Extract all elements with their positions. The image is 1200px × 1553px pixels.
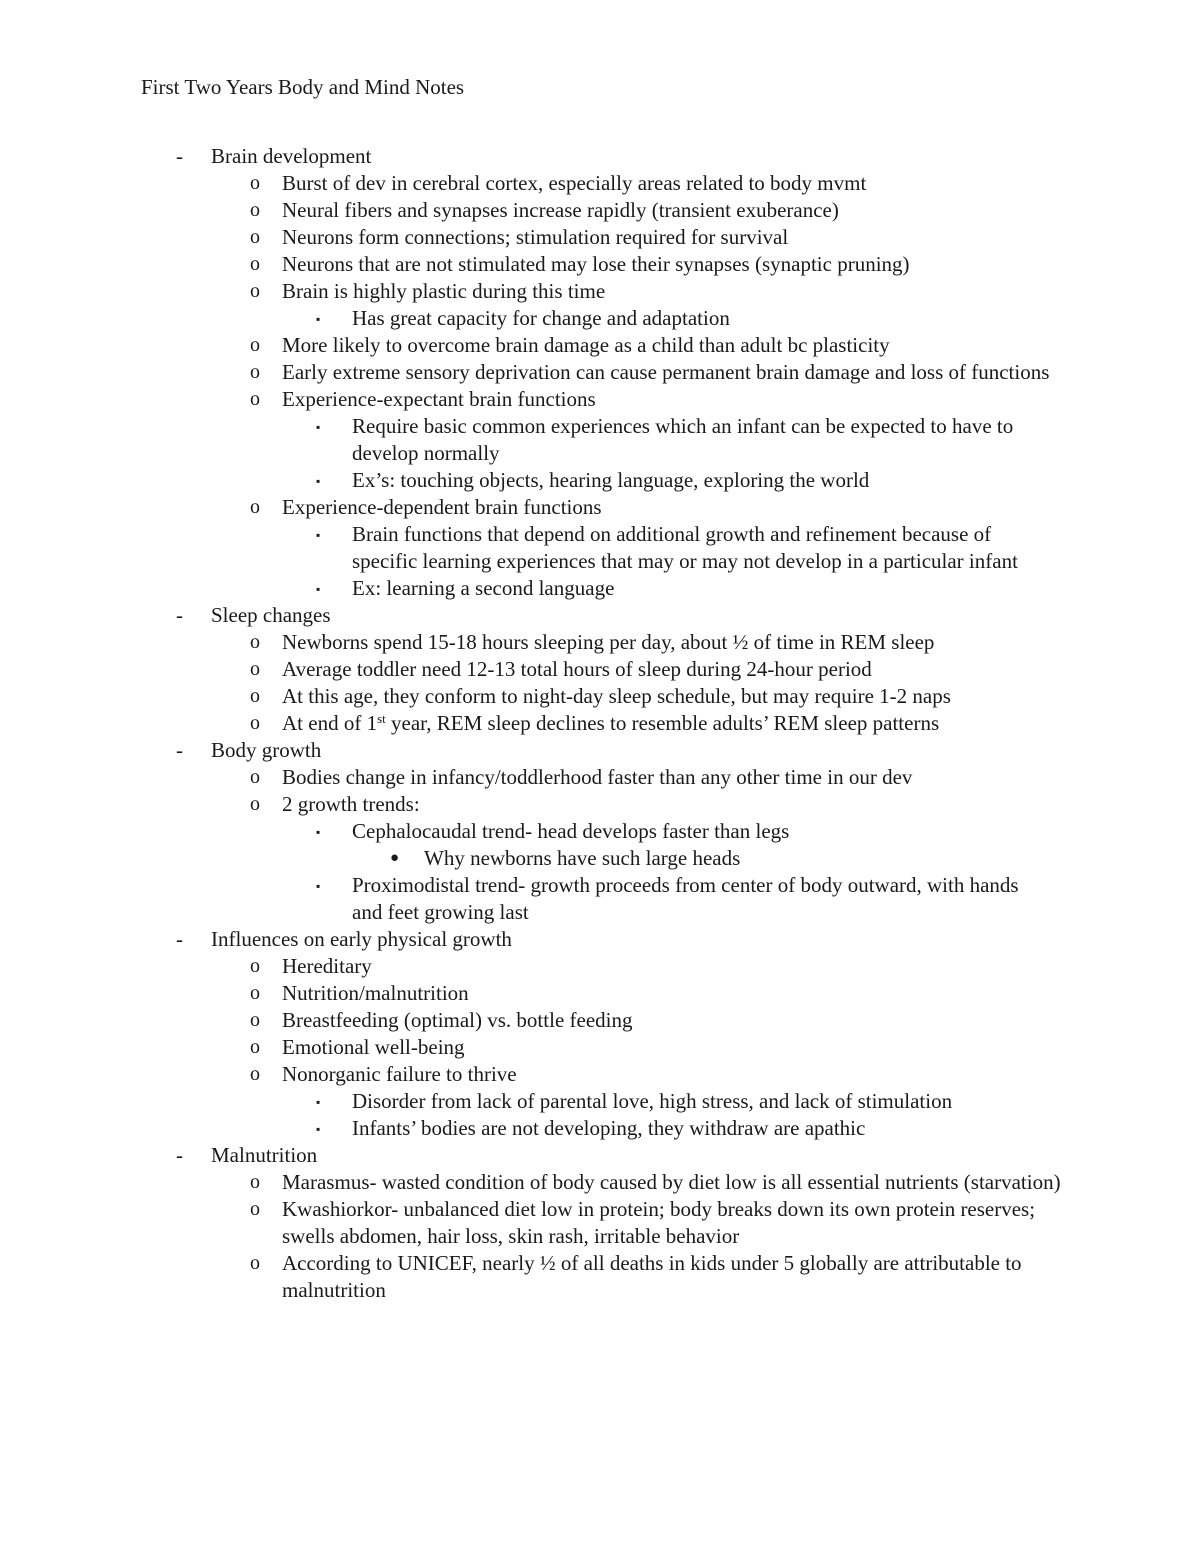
list-item	[0, 764, 1200, 791]
list-item	[0, 1034, 1200, 1061]
list-item	[0, 278, 1200, 305]
circle-bullet-icon: o	[250, 685, 260, 707]
item-text: Hereditary	[282, 954, 372, 978]
sub-list-item	[0, 818, 1200, 845]
square-bullet-icon: ▪	[316, 825, 321, 839]
list-item	[0, 1196, 1200, 1250]
list-item	[0, 683, 1200, 710]
square-bullet-icon: ▪	[316, 1095, 321, 1109]
page-title: First Two Years Body and Mind Notes	[141, 75, 465, 99]
list-item	[0, 386, 1200, 413]
ordinal-suffix: st	[377, 711, 386, 726]
list-item	[0, 224, 1200, 251]
square-bullet-icon: ▪	[316, 582, 321, 596]
circle-bullet-icon: o	[250, 1171, 260, 1193]
dot-bullet-icon: ●	[390, 850, 400, 866]
item-text: According to UNICEF, nearly ½ of all deaths in kids under 5 globally are attributable to malnutrition	[282, 1251, 1022, 1302]
circle-bullet-icon: o	[250, 1036, 260, 1058]
circle-bullet-icon: o	[250, 1009, 260, 1031]
circle-bullet-icon: o	[250, 361, 260, 383]
item-text: Influences on early physical growth	[211, 927, 512, 951]
circle-bullet-icon: o	[250, 388, 260, 410]
item-text: Experience-expectant brain functions	[282, 387, 596, 411]
circle-bullet-icon: o	[250, 955, 260, 977]
item-text: Brain is highly plastic during this time	[282, 279, 606, 303]
circle-bullet-icon: o	[250, 199, 260, 221]
section-heading	[0, 602, 1200, 629]
item-text: Require basic common experiences which an infant can be expected to have to develop normally	[352, 414, 1014, 465]
list-item	[0, 1250, 1200, 1304]
item-text: Ex’s: touching objects, hearing language, exploring the world	[352, 468, 870, 492]
sub-list-item	[0, 1088, 1200, 1115]
item-text: Marasmus- wasted condition of body caused by diet low is all essential nutrients (starvation)	[282, 1170, 1061, 1194]
item-text: Ex: learning a second language	[352, 576, 615, 600]
circle-bullet-icon: o	[250, 766, 260, 788]
item-text: Brain development	[211, 144, 372, 168]
sub-list-item	[0, 413, 1200, 467]
item-text: At this age, they conform to night-day sleep schedule, but may require 1-2 naps	[282, 684, 951, 708]
sub-list-item	[0, 872, 1200, 926]
item-text: Disorder from lack of parental love, high stress, and lack of stimulation	[352, 1089, 953, 1113]
circle-bullet-icon: o	[250, 172, 260, 194]
sub-list-item	[0, 845, 1200, 872]
sub-list-item	[0, 467, 1200, 494]
item-text: Brain functions that depend on additional growth and refinement because of specific learning experiences that may or may not develop in a particular infant	[352, 522, 1018, 573]
item-text-part: year, REM sleep declines to resemble adults’ REM sleep patterns	[385, 711, 940, 735]
dash-bullet-icon: -	[176, 144, 183, 168]
list-item	[0, 197, 1200, 224]
square-bullet-icon: ▪	[316, 474, 321, 488]
item-text: Neural fibers and synapses increase rapidly (transient exuberance)	[282, 198, 839, 222]
list-item	[0, 170, 1200, 197]
list-item	[0, 359, 1200, 386]
circle-bullet-icon: o	[250, 280, 260, 302]
item-text-part: At end of 1	[282, 711, 378, 735]
item-text: Average toddler need 12-13 total hours of sleep during 24-hour period	[282, 657, 872, 681]
section-heading	[0, 1142, 1200, 1169]
item-text: Early extreme sensory deprivation can cause permanent brain damage and loss of functions	[282, 360, 1050, 384]
item-text: Newborns spend 15-18 hours sleeping per day, about ½ of time in REM sleep	[282, 630, 935, 654]
item-text: Infants’ bodies are not developing, they withdraw are apathic	[352, 1116, 866, 1140]
item-text: Bodies change in infancy/toddlerhood faster than any other time in our dev	[282, 765, 913, 789]
list-item	[0, 1007, 1200, 1034]
list-item	[0, 1169, 1200, 1196]
square-bullet-icon: ▪	[316, 528, 321, 542]
item-text: Neurons that are not stimulated may lose their synapses (synaptic pruning)	[282, 252, 910, 276]
circle-bullet-icon: o	[250, 334, 260, 356]
item-text: Experience-dependent brain functions	[282, 495, 602, 519]
item-text: Burst of dev in cerebral cortex, especially areas related to body mvmt	[282, 171, 867, 195]
square-bullet-icon: ▪	[316, 1122, 321, 1136]
list-item	[0, 251, 1200, 278]
item-text: Nonorganic failure to thrive	[282, 1062, 517, 1086]
item-text: Malnutrition	[211, 1143, 318, 1167]
item-text: Sleep changes	[211, 603, 331, 627]
dash-bullet-icon: -	[176, 927, 183, 951]
section-heading	[0, 143, 1200, 170]
list-item	[0, 629, 1200, 656]
circle-bullet-icon: o	[250, 631, 260, 653]
list-item	[0, 332, 1200, 359]
list-item	[0, 710, 1200, 737]
item-text: Breastfeeding (optimal) vs. bottle feeding	[282, 1008, 633, 1032]
circle-bullet-icon: o	[250, 226, 260, 248]
item-text: Nutrition/malnutrition	[282, 981, 469, 1005]
item-text: Why newborns have such large heads	[424, 846, 741, 870]
list-item	[0, 980, 1200, 1007]
circle-bullet-icon: o	[250, 712, 260, 734]
circle-bullet-icon: o	[250, 982, 260, 1004]
circle-bullet-icon: o	[250, 793, 260, 815]
item-text: Proximodistal trend- growth proceeds from center of body outward, with hands and feet growing last	[352, 873, 1019, 924]
circle-bullet-icon: o	[250, 658, 260, 680]
list-item	[0, 953, 1200, 980]
notes-outline	[0, 143, 1200, 1304]
sub-list-item	[0, 521, 1200, 575]
item-text: Kwashiorkor- unbalanced diet low in protein; body breaks down its own protein reserves; swells abdomen, hair loss, skin rash, irritable behavior	[282, 1197, 1036, 1248]
sub-list-item	[0, 305, 1200, 332]
circle-bullet-icon: o	[250, 1198, 260, 1220]
item-text: Has great capacity for change and adaptation	[352, 306, 730, 330]
item-text: Neurons form connections; stimulation required for survival	[282, 225, 789, 249]
sub-list-item	[0, 1115, 1200, 1142]
item-text: 2 growth trends:	[282, 792, 420, 816]
list-item	[0, 656, 1200, 683]
item-text: Cephalocaudal trend- head develops faster than legs	[352, 819, 790, 843]
square-bullet-icon: ▪	[316, 879, 321, 893]
list-item	[0, 791, 1200, 818]
section-heading	[0, 926, 1200, 953]
circle-bullet-icon: o	[250, 496, 260, 518]
square-bullet-icon: ▪	[316, 420, 321, 434]
circle-bullet-icon: o	[250, 253, 260, 275]
item-text: Emotional well-being	[282, 1035, 465, 1059]
list-item	[0, 1061, 1200, 1088]
item-text: More likely to overcome brain damage as a child than adult bc plasticity	[282, 333, 890, 357]
item-text: Body growth	[211, 738, 322, 762]
section-heading	[0, 737, 1200, 764]
circle-bullet-icon: o	[250, 1252, 260, 1274]
dash-bullet-icon: -	[176, 1143, 183, 1167]
dash-bullet-icon: -	[176, 738, 183, 762]
square-bullet-icon: ▪	[316, 312, 321, 326]
sub-list-item	[0, 575, 1200, 602]
list-item	[0, 494, 1200, 521]
circle-bullet-icon: o	[250, 1063, 260, 1085]
dash-bullet-icon: -	[176, 603, 183, 627]
item-text	[282, 710, 1072, 737]
